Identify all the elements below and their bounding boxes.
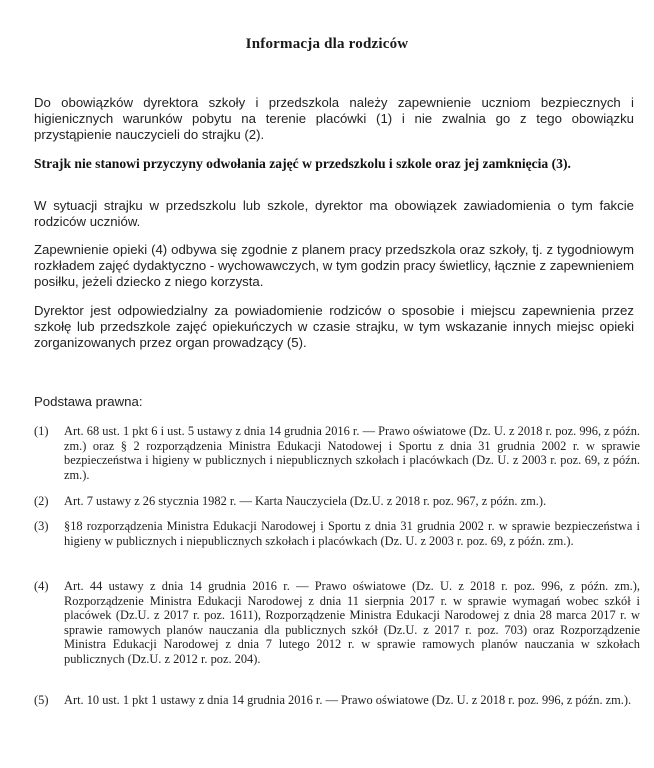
reference-number: (4)	[34, 579, 49, 593]
reference-number: (3)	[34, 519, 49, 533]
reference-text: §18 rozporządzenia Ministra Edukacji Narodowej i Sportu z dnia 31 grudnia 2002 r. w sprawie bezpieczeństwa i higieny w publicznych i niepublicznych szkołach i placówkach (Dz. U. z 2003 r. poz. 69, z późn. zm.).	[64, 519, 640, 548]
reference-number: (1)	[34, 424, 49, 438]
reference-text: Art. 44 ustawy z dnia 14 grudnia 2016 r. — Prawo oświatowe (Dz. U. z 2018 r. poz. 996, z późn. zm.), Rozporządzenie Ministra Edukacji Narodowej z dnia 11 sierpnia 2017 r. w sprawie wymagań wobec szkół i placówek (Dz.U. z 2017 r. poz. 1611), Rozporządzenie Ministra Edukacji Narodowej z dnia 28 marca 2017 r. w sprawie ramowych planów nauczania dla publicznych szkół (Dz.U. z 2017 r. poz. 703) oraz Rozporządzenie Ministra Edukacji Narodowej z dnia 7 lutego 2012 r. w sprawie ramowych planów nauczania w szkołach publicznych (Dz.U. z 2012 r. poz. 204).	[64, 579, 640, 666]
reference-number: (2)	[34, 494, 49, 508]
reference-item	[34, 579, 640, 667]
reference-text: Art. 10 ust. 1 pkt 1 ustawy z dnia 14 grudnia 2016 r. — Prawo oświatowe (Dz. U. z 2018 r. poz. 996, z późn. zm.).	[64, 693, 632, 707]
reference-item	[34, 693, 640, 708]
paragraph-notify-parents: W sytuacji strajku w przedszkolu lub szkole, dyrektor ma obowiązek zawiadomienia o tym fakcie rodziców uczniów.	[34, 198, 634, 229]
legal-basis-heading: Podstawa prawna:	[34, 394, 143, 409]
reference-number: (5)	[34, 693, 49, 707]
reference-item	[34, 494, 640, 509]
paragraph-director-duties: Do obowiązków dyrektora szkoły i przedszkola należy zapewnienie uczniom bezpiecznych i higienicznych warunków pobytu na terenie placówki (1) i nie zwalnia go z tego obowiązku przystąpienie nauczycieli do strajku (2).	[34, 95, 634, 142]
reference-text: Art. 68 ust. 1 pkt 6 i ust. 5 ustawy z dnia 14 grudnia 2016 r. — Prawo oświatowe (Dz. U. z 2018 r. poz. 996, z późn. zm.) oraz § 2 rozporządzenia Ministra Edukacji Natodowej i Sportu z dnia 31 grudnia 2002 r. w sprawie bezpieczeństwa i higieny w publicznych i niepublicznych szkołach i placówkach (Dz. U. z 2003 r. poz. 69, z późn. zm.).	[64, 424, 640, 482]
paragraph-director-responsibility: Dyrektor jest odpowiedzialny za powiadomienie rodziców o sposobie i miejscu zapewnienia przez szkołę lub przedszkole zajęć opiekuńczych w czasie strajku, w tym wskazanie innych miejsc opieki zorganizowanych przez organ prowadzący (5).	[34, 303, 634, 350]
paragraph-care-provision: Zapewnienie opieki (4) odbywa się zgodnie z planem pracy przedszkola oraz szkoły, tj. z tygodniowym rozkładem zajęć dydaktyczno - wychowawczych, w tym godzin pracy świetlicy, łącznie z zapewnieniem posiłku, jeżeli dziecko z niego korzysta.	[34, 242, 635, 289]
reference-item	[34, 424, 640, 482]
paragraph-strike-not-cancellation: Strajk nie stanowi przyczyny odwołania zajęć w przedszkolu i szkole oraz jej zamknięcia (3).	[34, 156, 571, 171]
document-title: Informacja dla rodziców	[245, 36, 409, 52]
reference-text: Art. 7 ustawy z 26 stycznia 1982 r. — Karta Nauczyciela (Dz.U. z 2018 r. poz. 967, z późn. zm.).	[64, 494, 547, 508]
reference-item	[34, 519, 640, 548]
